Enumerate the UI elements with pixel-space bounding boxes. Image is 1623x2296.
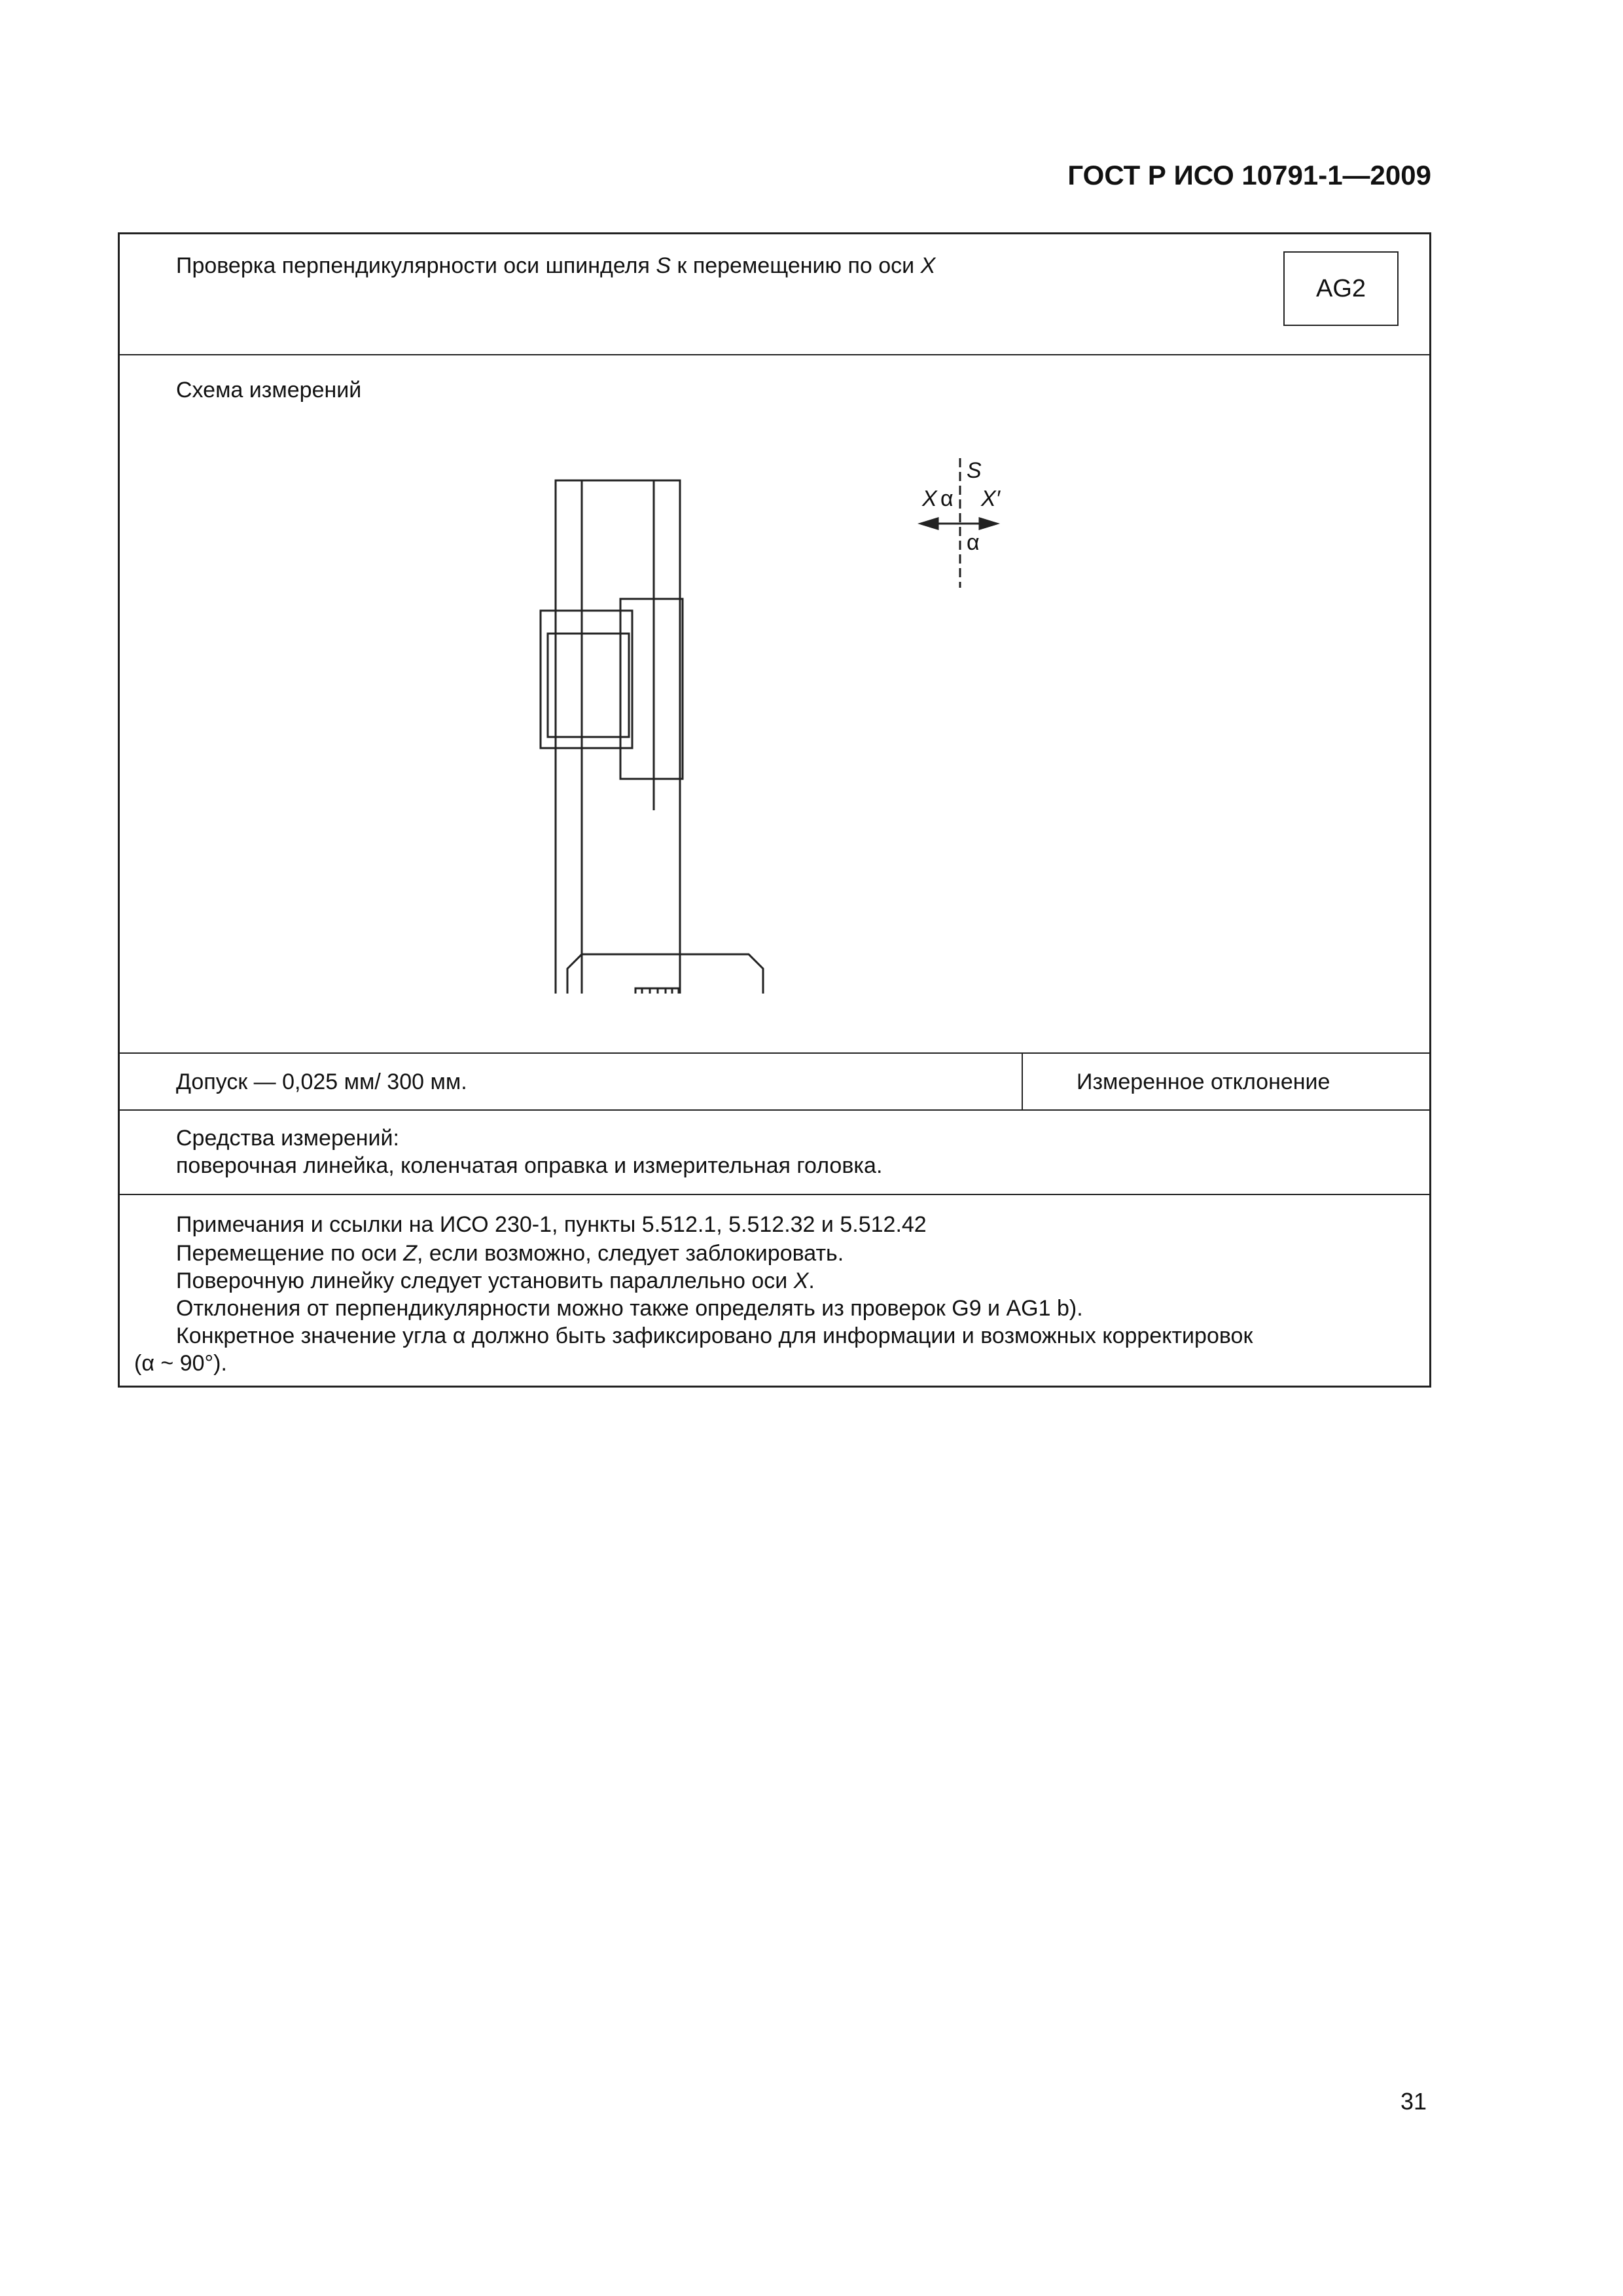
note-line-6: (α ~ 90°). <box>134 1351 227 1376</box>
note-line-5: Конкретное значение угла α должно быть зафиксировано для информации и возможных корректировок <box>176 1323 1253 1348</box>
page-number: 31 <box>1400 2088 1427 2115</box>
alpha-top-label: α <box>940 486 954 511</box>
axis-x-label: X <box>922 486 937 511</box>
check-code-box <box>1283 251 1399 326</box>
check-code: AG2 <box>1315 274 1366 302</box>
divider <box>120 354 1429 355</box>
head-housing <box>541 611 632 748</box>
axis-x-prime-label: X′ <box>981 486 1001 511</box>
measured-deviation-label: Измеренное отклонение <box>1077 1069 1330 1094</box>
divider <box>120 1109 1429 1111</box>
document-header: ГОСТ Р ИСО 10791-1—2009 <box>1067 160 1431 190</box>
instruments-title: Средства измерений: <box>176 1126 399 1151</box>
check-table <box>118 232 1431 1388</box>
measurement-diagram <box>539 444 1036 994</box>
axis-s-label: S <box>967 458 982 483</box>
note-line-3: Поверочную линейку следует установить параллельно оси X. <box>176 1268 815 1293</box>
divider <box>120 1052 1429 1054</box>
head-window <box>548 634 629 737</box>
column-divider <box>1022 1052 1023 1109</box>
note-line-4: Отклонения от перпендикулярности можно также определять из проверок G9 и AG1 b). <box>176 1296 1083 1321</box>
note-line-1: Примечания и ссылки на ИСО 230-1, пункты 5.512.1, 5.512.32 и 5.512.42 <box>176 1212 927 1237</box>
divider <box>120 1194 1429 1195</box>
tolerance-text: Допуск — 0,025 мм/ 300 мм. <box>176 1069 467 1094</box>
check-title: Проверка перпендикулярности оси шпинделя S к перемещению по оси X <box>176 253 936 278</box>
diagram-section-label: Схема измерений <box>176 378 362 403</box>
alpha-bottom-label: α <box>967 530 980 555</box>
note-line-2: Перемещение по оси Z, если возможно, следует заблокировать. <box>176 1241 844 1266</box>
instruments-text: поверочная линейка, коленчатая оправка и измерительная головка. <box>176 1153 883 1178</box>
